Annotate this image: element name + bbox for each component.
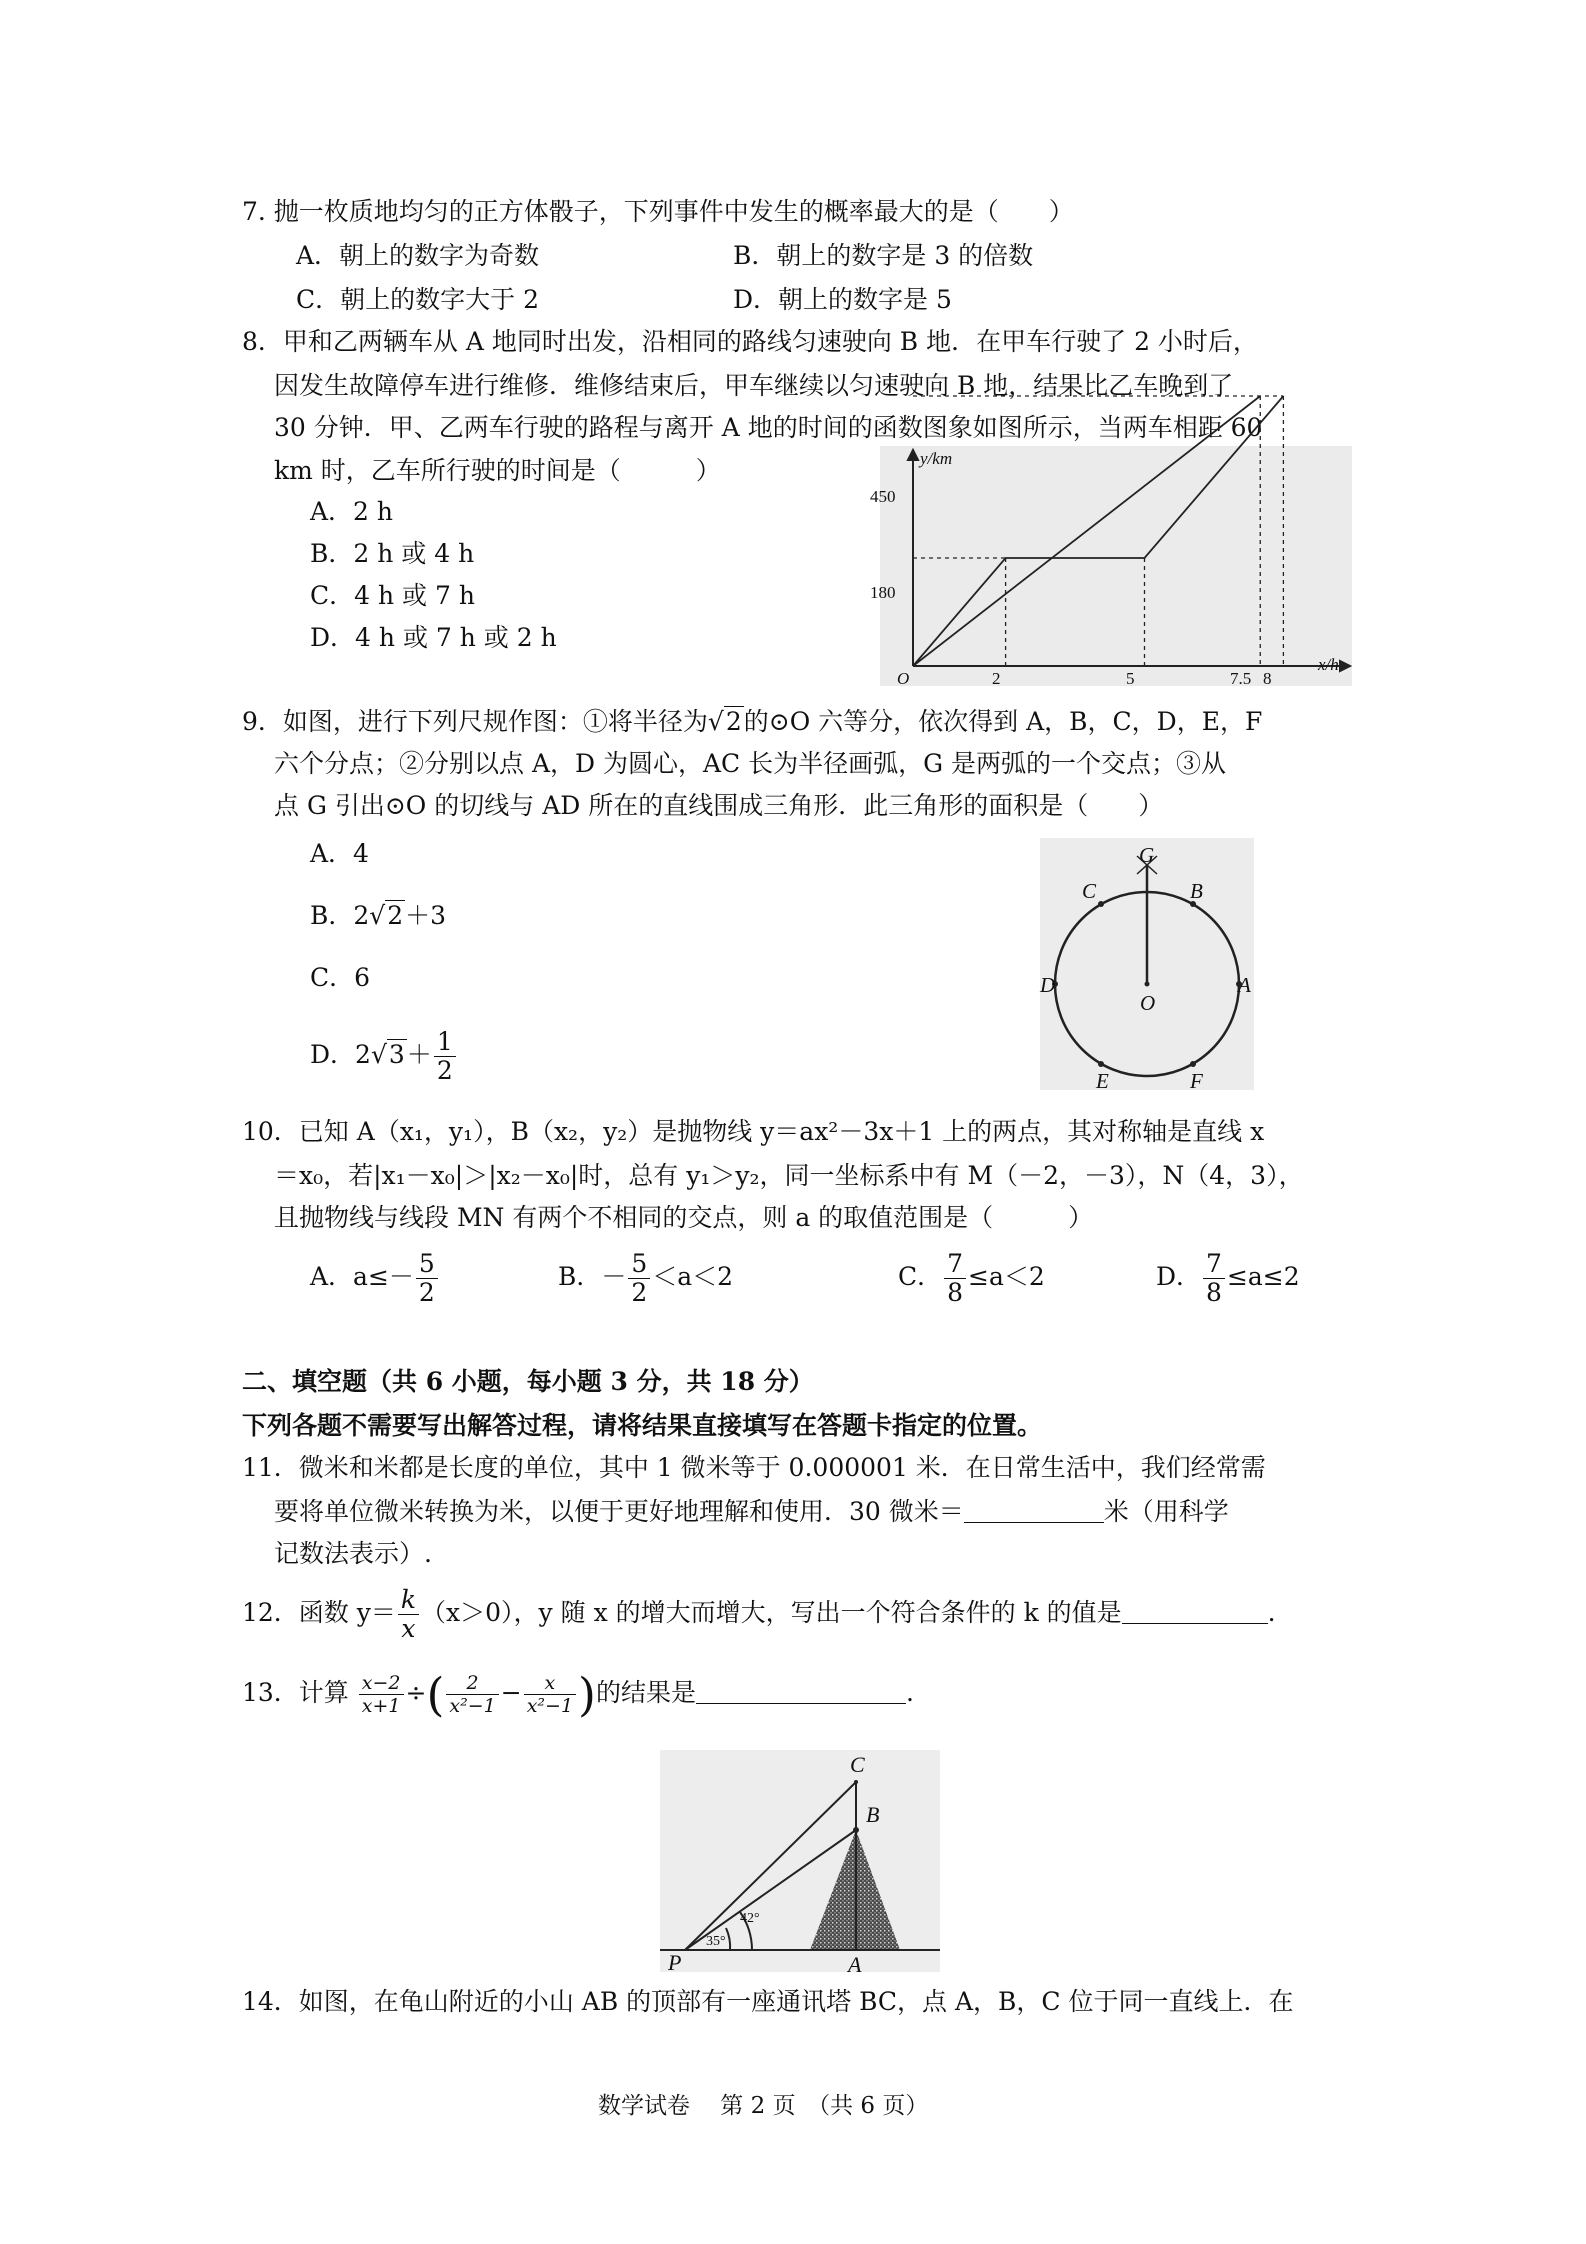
q13-divide: ÷ bbox=[405, 1678, 427, 1707]
label-P: P bbox=[668, 1950, 682, 1975]
q9-d-radicand: 3 bbox=[388, 1040, 405, 1069]
q9-circle-figure bbox=[1040, 838, 1254, 1093]
q9-radicand: 2 bbox=[725, 707, 742, 736]
q8-option-b: B．2 h 或 4 h bbox=[310, 539, 475, 568]
graph-xtick-2: 2 bbox=[992, 669, 1001, 688]
sqrt-symbol: √2 bbox=[707, 707, 742, 736]
page-footer: 数学试卷 第 2 页 （共 6 页） bbox=[598, 2093, 929, 2119]
q10-line-3: 且抛物线与线段 MN 有两个不相同的交点，则 a 的取值范围是（ ） bbox=[274, 1203, 1094, 1232]
q9-d-den: 2 bbox=[436, 1056, 453, 1085]
q7-option-b: B．朝上的数字是 3 的倍数 bbox=[733, 241, 1034, 270]
fraction bbox=[416, 1250, 438, 1307]
graph-xtick-5: 5 bbox=[1126, 669, 1135, 688]
q10-c-post: ≤a＜2 bbox=[968, 1262, 1045, 1291]
q9-line-1a: 9．如图，进行下列尺规作图：①将半径为 bbox=[242, 707, 708, 736]
q14-tower-figure bbox=[660, 1750, 940, 1977]
graph-xtick-7-5: 7.5 bbox=[1230, 669, 1252, 688]
q8-line-3: 30 分钟．甲、乙两车行驶的路程与离开 A 地的时间的函数图象如图所示，当两车相距 60 bbox=[274, 413, 1263, 442]
q9-line-1b: 的⊙O 六等分，依次得到 A，B，C，D，E，F bbox=[743, 707, 1263, 736]
fraction bbox=[434, 1028, 456, 1085]
q11-line-3: 记数法表示）. bbox=[274, 1539, 432, 1568]
q8-option-a: A．2 h bbox=[310, 497, 394, 526]
q12-num: k bbox=[398, 1586, 419, 1615]
q10-d-pre: D． bbox=[1156, 1262, 1202, 1291]
label-B: B bbox=[1190, 879, 1203, 903]
q8-line-1: 8．甲和乙两辆车从 A 地同时出发，沿相同的路线匀速驶向 B 地．在甲车行驶了 2 小时后， bbox=[242, 327, 1258, 356]
q11-line-1: 11．微米和米都是长度的单位，其中 1 微米等于 0.000001 米．在日常生活中，我们经常需 bbox=[242, 1453, 1266, 1482]
q13-f3-den: x²−1 bbox=[526, 1695, 574, 1717]
q10-d-num: 7 bbox=[1203, 1250, 1225, 1279]
q9-line-3: 点 G 引出⊙O 的切线与 AD 所在的直线围成三角形．此三角形的面积是（ ） bbox=[274, 791, 1164, 820]
graph-ytick-450: 450 bbox=[870, 487, 896, 506]
q7-stem: 7. 抛一枚质地均匀的正方体骰子，下列事件中发生的概率最大的是（ ） bbox=[242, 197, 1074, 226]
q11-line-2 bbox=[274, 1496, 1229, 1528]
q12-pre: 12．函数 y＝ bbox=[242, 1598, 396, 1627]
q10-line-1: 10．已知 A（x₁，y₁），B（x₂，y₂）是抛物线 y＝ax²－3x＋1 上的两点，其对称轴是直线 x bbox=[242, 1117, 1265, 1146]
q10-c-den: 8 bbox=[947, 1278, 964, 1307]
q8-line-4: km 时，乙车所行驶的时间是（ ） bbox=[274, 456, 721, 485]
q12-answer-blank[interactable] bbox=[1122, 1597, 1268, 1624]
q13-f2-num: 2 bbox=[446, 1672, 498, 1695]
fraction bbox=[446, 1672, 498, 1717]
label-F: F bbox=[1190, 1069, 1203, 1093]
q11-line-2a: 要将单位微米转换为米，以便于更好地理解和使用．30 微米＝ bbox=[274, 1497, 964, 1526]
label-C: C bbox=[850, 1752, 865, 1777]
angle-42: 42° bbox=[740, 1911, 760, 1926]
q13-f3-num: x bbox=[524, 1672, 576, 1695]
q10-d-den: 8 bbox=[1206, 1278, 1222, 1307]
sqrt-symbol: √3 bbox=[370, 1040, 405, 1069]
q9-b-pre: B．2 bbox=[310, 901, 370, 930]
label-A: A bbox=[848, 1952, 862, 1977]
q13-f1-den: x+1 bbox=[361, 1695, 401, 1717]
label-C: C bbox=[1082, 879, 1097, 903]
q9-option-d bbox=[310, 1028, 458, 1085]
q10-line-2: ＝x₀，若|x₁－x₀|＞|x₂－x₀|时，总有 y₁＞y₂，同一坐标系中有 M（－2，－3），N（4，3）， bbox=[274, 1161, 1304, 1190]
q10-c-num: 7 bbox=[944, 1250, 966, 1279]
q10-option-a bbox=[310, 1250, 440, 1307]
q10-b-num: 5 bbox=[628, 1250, 650, 1279]
q10-a-pre: A．a≤－ bbox=[310, 1262, 414, 1291]
graph-origin: O bbox=[897, 669, 910, 688]
q8-line-2: 因发生故障停车进行维修．维修结束后，甲车继续以匀速驶向 B 地，结果比乙车晚到了 bbox=[274, 371, 1234, 400]
q9-b-radicand: 2 bbox=[387, 901, 404, 930]
q13-f2-den: x²−1 bbox=[449, 1695, 496, 1717]
sqrt-symbol: √2 bbox=[369, 901, 404, 930]
label-A: A bbox=[1238, 973, 1251, 997]
fraction bbox=[1203, 1250, 1225, 1307]
q14-line-1: 14．如图，在龟山附近的小山 AB 的顶部有一座通讯塔 BC，点 A，B，C 位于同一直线上．在 bbox=[242, 1987, 1294, 2016]
q7-option-a: A．朝上的数字为奇数 bbox=[296, 241, 540, 270]
q11-answer-blank[interactable] bbox=[964, 1496, 1104, 1523]
fraction bbox=[628, 1250, 650, 1307]
q13-pre: 13．计算 bbox=[242, 1678, 349, 1707]
q10-b-den: 2 bbox=[631, 1278, 648, 1307]
fraction bbox=[944, 1250, 966, 1307]
q13-end: . bbox=[906, 1678, 914, 1707]
q9-b-post: ＋3 bbox=[405, 901, 447, 930]
q12-line bbox=[242, 1586, 1276, 1643]
q13-f1-num: x−2 bbox=[359, 1672, 404, 1695]
label-O: O bbox=[1140, 991, 1156, 1015]
q8-option-d: D．4 h 或 7 h 或 2 h bbox=[310, 623, 557, 652]
fraction bbox=[398, 1586, 419, 1643]
graph-xtick-8: 8 bbox=[1263, 669, 1272, 688]
right-paren: ) bbox=[578, 1667, 596, 1722]
q10-c-pre: C． bbox=[898, 1262, 943, 1291]
q9-d-pre: D．2 bbox=[310, 1040, 371, 1069]
section-2-title: 二、填空题（共 6 小题，每小题 3 分，共 18 分） bbox=[242, 1367, 814, 1396]
q12-post: （x＞0），y 随 x 的增大而增大，写出一个符合条件的 k 的值是 bbox=[421, 1598, 1122, 1627]
q9-option-a: A．4 bbox=[310, 839, 369, 868]
fraction bbox=[524, 1672, 576, 1717]
label-E: E bbox=[1096, 1069, 1109, 1093]
q7-option-d: D．朝上的数字是 5 bbox=[733, 285, 952, 314]
q10-a-den: 2 bbox=[418, 1278, 435, 1307]
q13-minus: − bbox=[500, 1678, 522, 1707]
q10-option-b bbox=[558, 1250, 733, 1307]
q10-option-d bbox=[1156, 1250, 1300, 1307]
q9-option-c: C．6 bbox=[310, 963, 371, 992]
angle-35: 35° bbox=[706, 1934, 726, 1949]
q9-line-2: 六个分点；②分别以点 A，D 为圆心，AC 长为半径画弧，G 是两弧的一个交点；③从 bbox=[274, 749, 1227, 778]
q9-line-1 bbox=[242, 706, 1262, 738]
section-2-instructions: 下列各题不需要写出解答过程，请将结果直接填写在答题卡指定的位置。 bbox=[242, 1411, 1043, 1440]
q9-d-num: 1 bbox=[434, 1028, 456, 1057]
q10-option-c bbox=[898, 1250, 1045, 1307]
q10-b-post: ＜a＜2 bbox=[652, 1262, 734, 1291]
q8-distance-time-graph bbox=[870, 446, 1352, 688]
graph-ylabel: y/km bbox=[920, 449, 953, 468]
q12-den: x bbox=[401, 1614, 416, 1643]
q11-line-2b: 米（用科学 bbox=[1103, 1497, 1229, 1526]
q12-end: . bbox=[1267, 1598, 1276, 1627]
q10-a-num: 5 bbox=[416, 1250, 438, 1279]
q13-post: 的结果是 bbox=[596, 1678, 697, 1707]
label-G: G bbox=[1139, 843, 1155, 867]
graph-xlabel: x/h bbox=[1318, 655, 1339, 674]
q10-b-pre: B．－ bbox=[558, 1262, 627, 1291]
q13-line bbox=[242, 1667, 914, 1722]
fraction bbox=[359, 1672, 404, 1717]
label-B: B bbox=[866, 1802, 880, 1827]
label-D: D bbox=[1040, 973, 1056, 997]
q13-answer-blank[interactable] bbox=[696, 1677, 906, 1704]
q10-d-post: ≤a≤2 bbox=[1226, 1262, 1300, 1291]
q8-option-c: C．4 h 或 7 h bbox=[310, 581, 475, 610]
q9-d-plus: ＋ bbox=[406, 1040, 432, 1069]
graph-ytick-180: 180 bbox=[870, 583, 896, 602]
q7-option-c: C．朝上的数字大于 2 bbox=[296, 285, 539, 314]
q9-option-b bbox=[310, 900, 446, 932]
left-paren: ( bbox=[426, 1667, 445, 1722]
